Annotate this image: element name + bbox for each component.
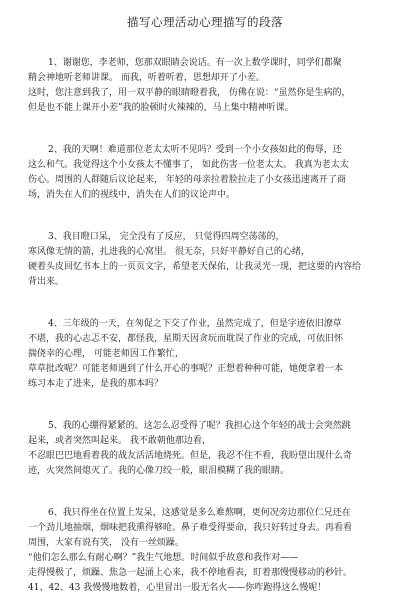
paragraph-line: 伤心。周围的人群随后议论起来， 年轻的母亲拉着脸拉走了小女孩迅速离开了商 — [28, 175, 346, 185]
paragraph-2 — [28, 143, 382, 203]
paragraph-line: 寒风像无情的箭，扎进我的心窝里。 很无奈，只好平静好自己的心绪， — [28, 247, 310, 257]
paragraph-line: 精会神地听老师讲课。 而我，听着听着，思想却开了小差。 — [28, 73, 265, 83]
paragraph-line: 背出来。 — [28, 277, 65, 287]
paragraph-line: 1、谢谢您，李老师，您那双眼睛会说话。有一次上数学课时，同学们都聚 — [48, 58, 342, 68]
paragraph-line: 一个劲儿地抽烟，烟味把我熏得够呛。鼻子难受得要命，我只好转过身去。再看看 — [28, 523, 353, 533]
paragraph-6 — [28, 506, 382, 596]
paragraph-line: 迹，火突然间熄灭了。我的心像刀绞一般，眼泪模糊了我的眼睛。 — [28, 466, 290, 476]
paragraph-3 — [28, 230, 382, 290]
paragraph-line: 5、我的心绷得紧紧的。这怎么忍受得了呢？我担心这个年轻的战士会突然跳 — [48, 421, 351, 431]
paragraph-line: 不忍眼巴巴地看着我的战友活活地烧死。但是，我忍不住不看，我盼望出现什么奇 — [28, 451, 353, 461]
paragraph-1 — [28, 56, 382, 116]
paragraph-line: 草草批改呢？可能老师遇到了什么开心的事呢？正想着种种可能，她便拿着一本 — [28, 364, 344, 374]
paragraph-line: “他们怎么那么有耐心啊？”我生气地想。时间似乎故意和我作对—— — [28, 553, 299, 563]
paragraph-line: 这时，您注意到我了，用一双平静的眼睛瞪着我， 仿佛在说：“虽然你是生病的， — [28, 88, 351, 98]
paragraph-line: 练习本走了进来，是我的那本吗？ — [28, 379, 164, 389]
paragraph-line: 场，消失在人们的视线中，消失在人们的议论声中。 — [28, 190, 236, 200]
paragraph-line: 走得慢极了，烦躁、焦急一起涌上心来，我不停地看表，盯着那慢慢移动的秒针。 — [28, 568, 353, 578]
paragraph-5 — [28, 419, 382, 479]
paragraph-line: 4、三年级的一天，在匆促之下交了作业，虽然完成了，但是字迹依旧潦草 — [48, 319, 342, 329]
paragraph-line: 这么和气。我觉得这个小女孩太不懂事了， 如此伤害一位老太太。 我真为老太太 — [28, 160, 349, 170]
paragraph-line: 起来，或者突然叫起来。 我不敢朝他那边看， — [28, 436, 211, 446]
paragraph-line: 硬着头皮回忆书本上的一页页文字，希望老天保佑，让我灵光一现，把这要的内容给 — [28, 262, 362, 272]
paragraph-4 — [28, 317, 382, 392]
paragraph-line: 6、我只得坐在位置上发呆，这感觉是多么难熬啊，更何况旁边那位仁兄还在 — [48, 508, 351, 518]
paragraph-line: 2、我的天啊！难道那位老太太听不见吗？受到一个小女孩如此的侮辱，还 — [48, 145, 342, 155]
paragraph-line: 不堪，我的心志忑不安，都怪我，星期天因贪玩而耽误了作业的完成，可依旧怀 — [28, 334, 344, 344]
paragraph-line: 周围，大家有说有笑， 没有一丝烦躁。 — [28, 538, 184, 548]
paragraph-line: 但是也不能上课开小差”我的脸顿时火辣辣的，马上集中精神听课。 — [28, 103, 294, 113]
paragraph-line: 揣侥幸的心理， 可能老师因工作繁忙， — [28, 349, 184, 359]
document-title: 描写心理活动心理描写的段落 — [127, 15, 283, 29]
paragraph-line: 3、我目瞪口呆， 完全没有了反应， 只觉得四周空荡荡的， — [48, 232, 285, 242]
paragraph-line: 41、42、43 我慢慢地数着，心里冒出一股无名火——你咋跑得这么慢呢！ — [28, 583, 327, 593]
